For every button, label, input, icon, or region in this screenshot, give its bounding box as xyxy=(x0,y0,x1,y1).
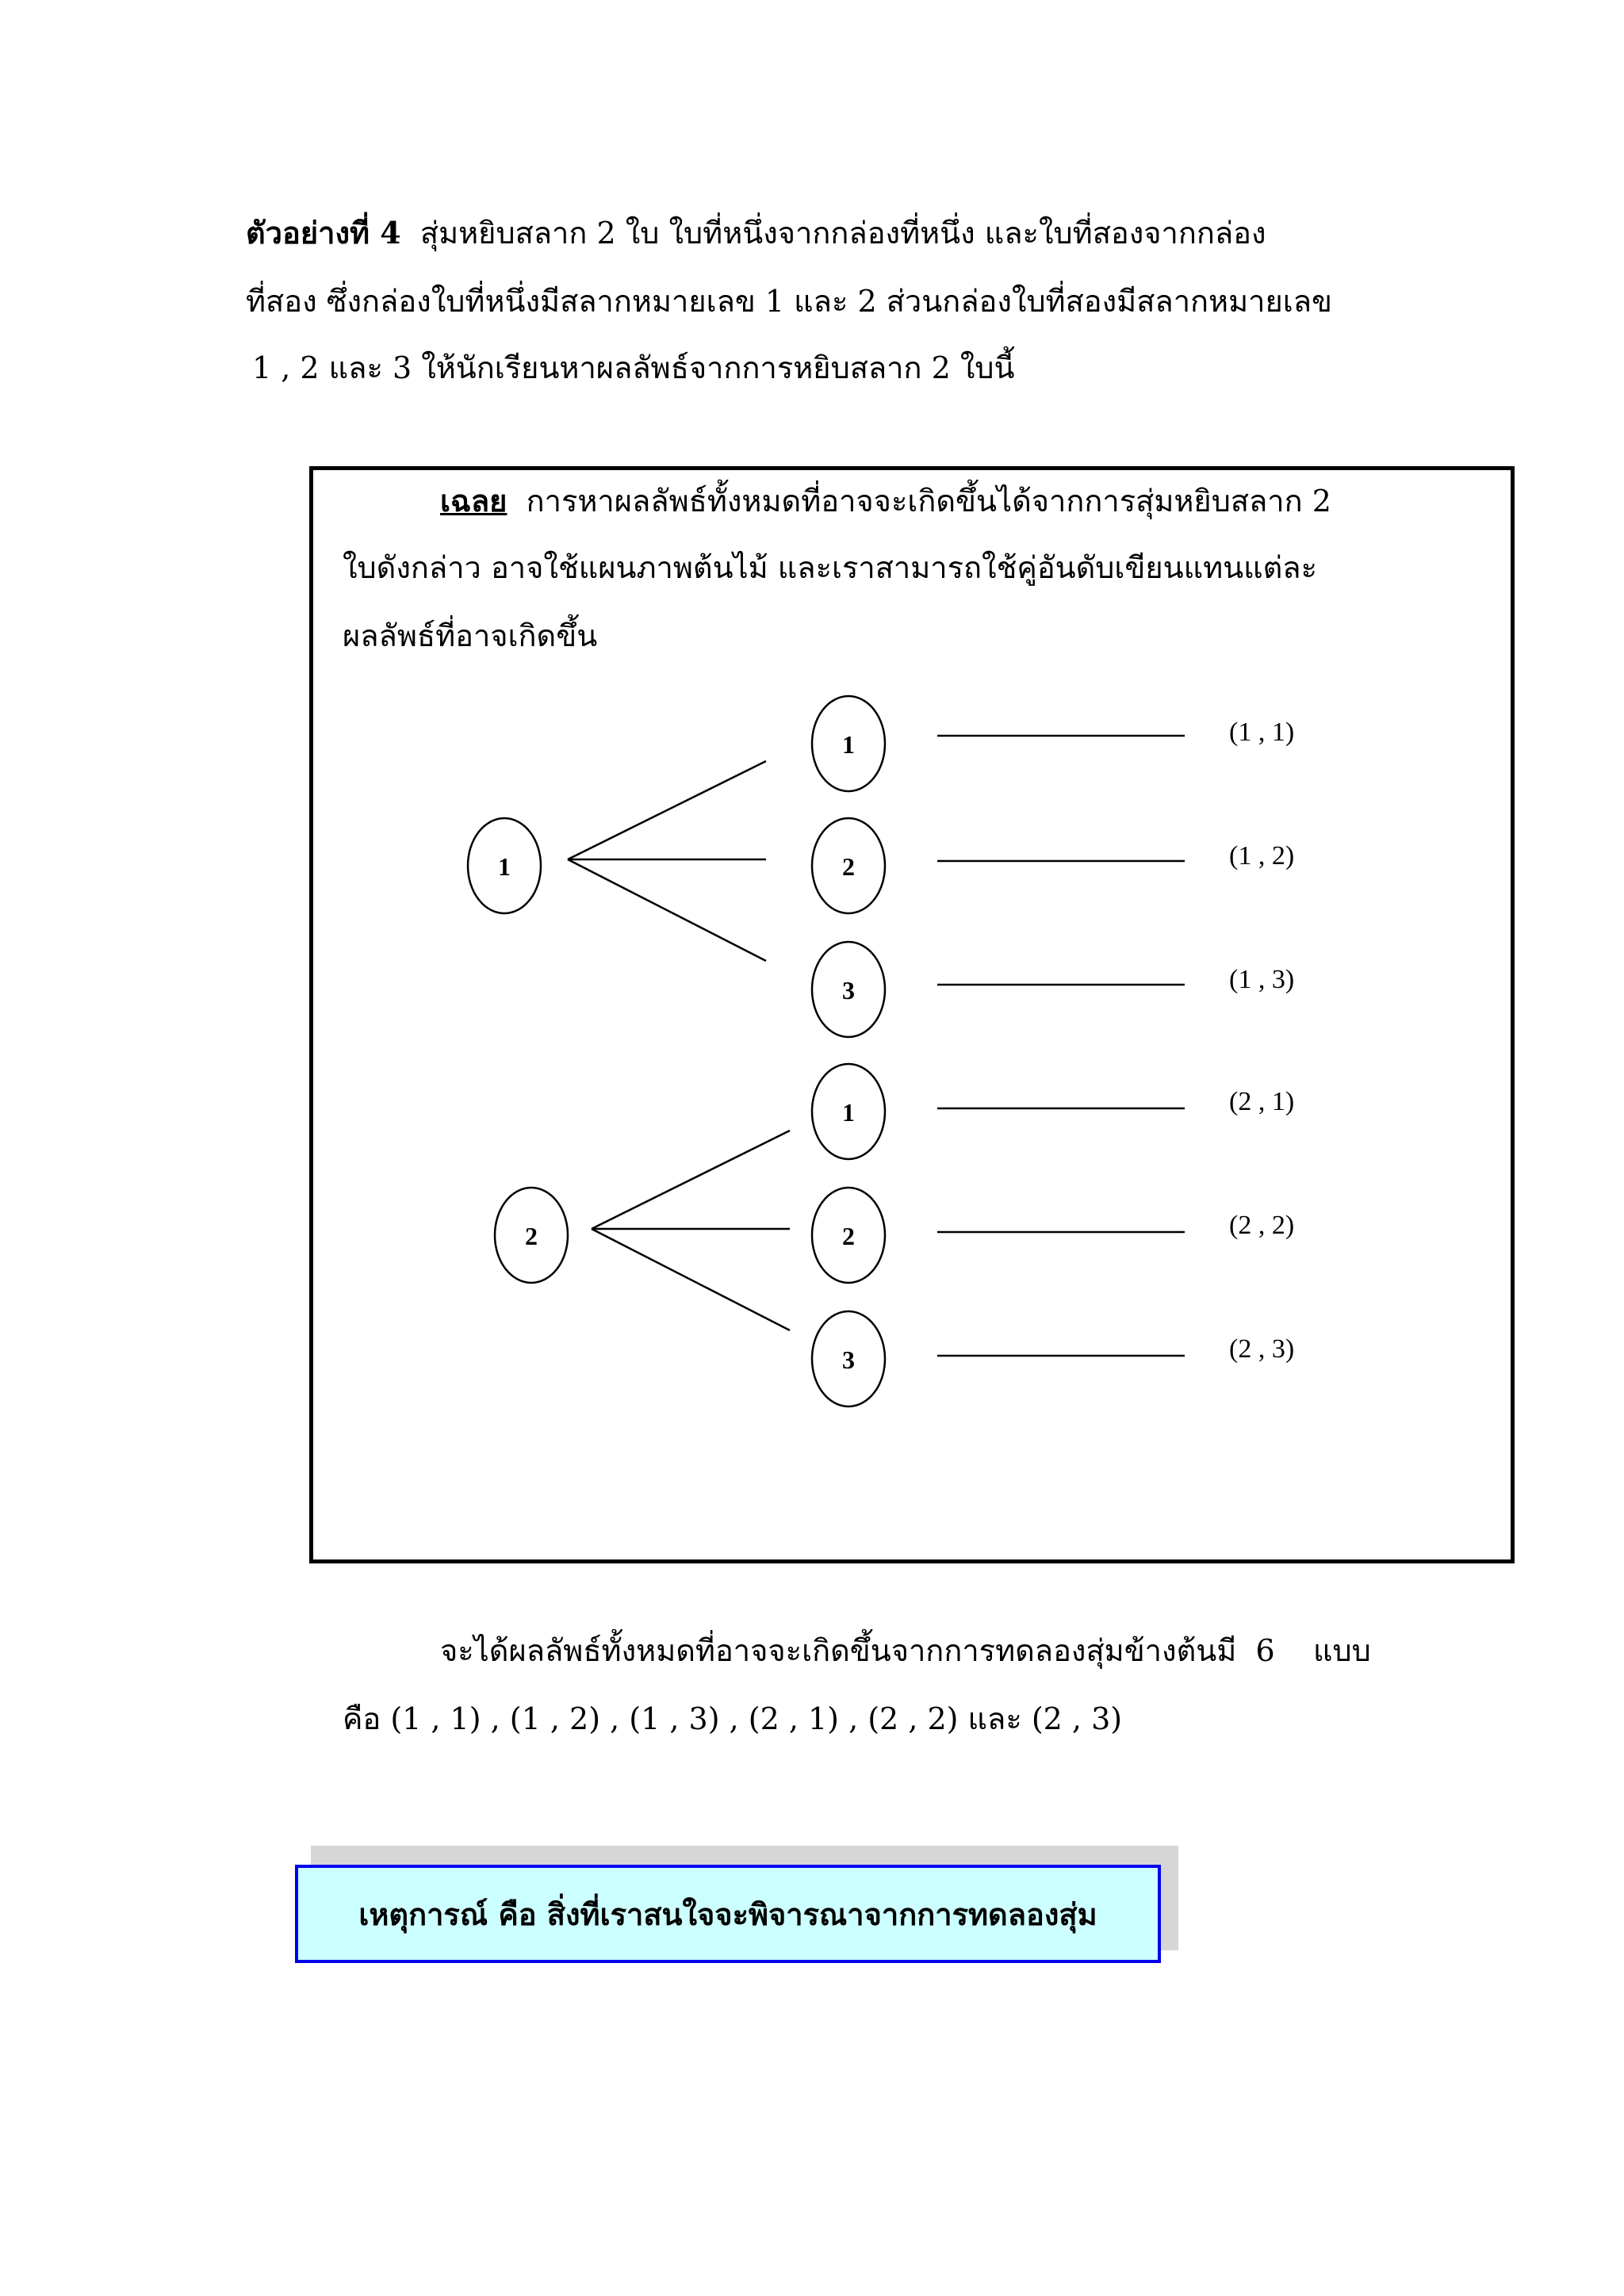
second-node-2-1-label: 1 xyxy=(842,1098,855,1127)
conclusion-unit: แบบ xyxy=(1312,1633,1371,1668)
outcome-label-4: (2 , 1) xyxy=(1229,1087,1295,1116)
outcome-label-6: (2 , 3) xyxy=(1229,1334,1295,1364)
conclusion-text: จะได้ผลลัพธ์ทั้งหมดที่อาจจะเกิดขึ้นจากการทดลองสุ่มข้างต้นมี xyxy=(440,1633,1237,1668)
conclusion-line-2: คือ (1 , 1) , (1 , 2) , (1 , 3) , (2 , 1) , (2 , 2) และ (2 , 3) xyxy=(343,1701,1123,1736)
second-node-1-2-label: 2 xyxy=(842,852,855,881)
example-line-3: 1 , 2 และ 3 ให้นักเรียนหาผลลัพธ์จากการหยิบสลาก 2 ใบนี้ xyxy=(252,350,1015,385)
second-node-1-3-label: 3 xyxy=(842,976,855,1004)
branch-1-3 xyxy=(568,859,766,961)
branch-1-1 xyxy=(568,761,766,859)
definition-callout xyxy=(295,1865,1161,1963)
example-text-1: สุ่มหยิบสลาก 2 ใบ ใบที่หนึ่งจากกล่องที่หนึ่ง และใบที่สองจากกล่อง xyxy=(419,216,1266,251)
callout-text: เหตุการณ์ คือ สิ่งที่เราสนใจจะพิจารณาจากการทดลองสุ่ม xyxy=(358,1896,1097,1932)
example-label: ตัวอย่างที่ 4 xyxy=(246,215,401,251)
second-node-2-2-label: 2 xyxy=(842,1222,855,1250)
first-node-1-label: 1 xyxy=(498,852,511,881)
second-node-1-1-label: 1 xyxy=(842,730,855,759)
outcome-label-3: (1 , 3) xyxy=(1229,965,1295,994)
outcome-label-2: (1 , 2) xyxy=(1229,841,1295,871)
conclusion-line-1 xyxy=(440,1628,1371,1673)
answer-label: เฉลย xyxy=(440,483,508,519)
answer-line-3: ผลลัพธ์ที่อาจเกิดขึ้น xyxy=(343,618,598,653)
branch-2-1 xyxy=(592,1131,790,1229)
answer-line-2: ใบดังกล่าว อาจใช้แผนภาพต้นไม้ และเราสามารถใช้คู่อันดับเขียนแทนแต่ละ xyxy=(343,550,1318,585)
branch-2-3 xyxy=(592,1229,790,1330)
conclusion-count: 6 xyxy=(1255,1633,1275,1668)
outcome-label-5: (2 , 2) xyxy=(1229,1211,1295,1240)
outcome-label-1: (1 , 1) xyxy=(1229,718,1295,747)
second-node-2-3-label: 3 xyxy=(842,1345,855,1374)
first-node-2-label: 2 xyxy=(525,1222,538,1250)
answer-text-1: การหาผลลัพธ์ทั้งหมดที่อาจจะเกิดขึ้นได้จากการสุ่มหยิบสลาก 2 xyxy=(526,484,1331,519)
example-line-2: ที่สอง ซึ่งกล่องใบที่หนึ่งมีสลากหมายเลข 1 และ 2 ส่วนกล่องใบที่สองมีสลากหมายเลข xyxy=(246,284,1333,319)
